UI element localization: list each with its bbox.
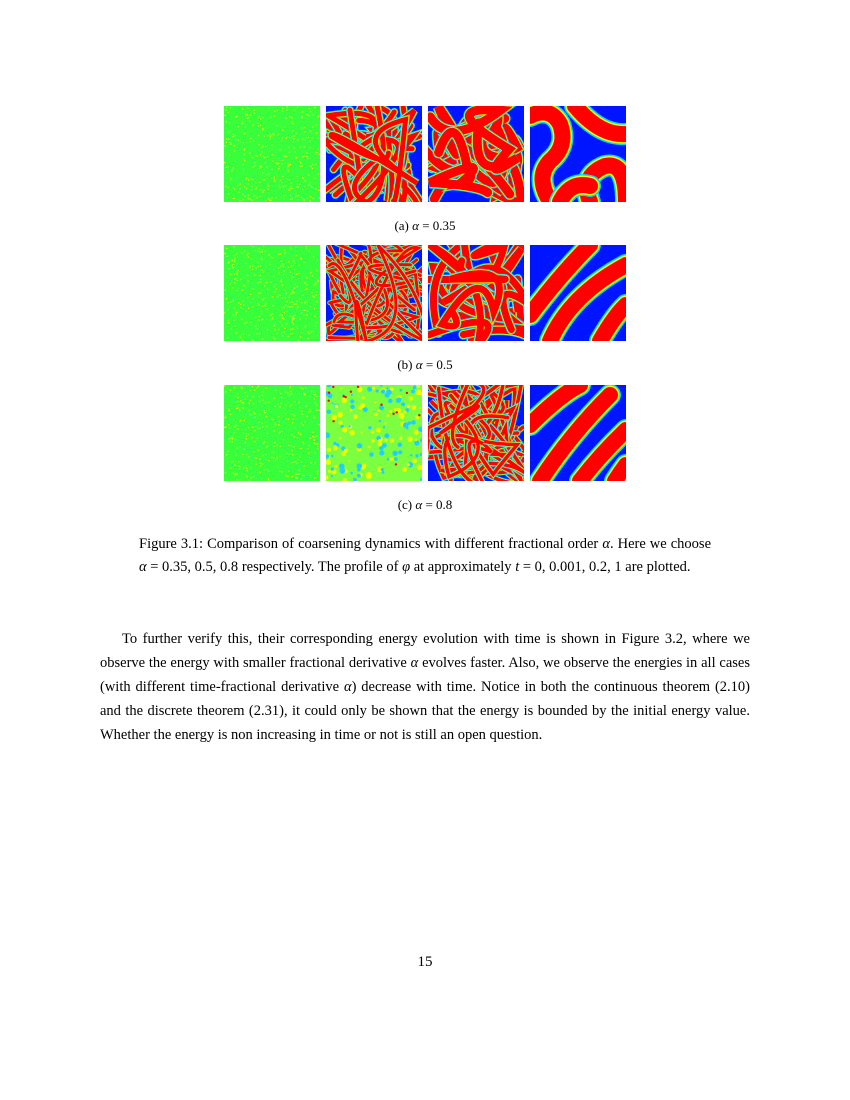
figure-row-b <box>224 245 626 343</box>
caption-eq-values: = 0.35, 0.5, 0.8 <box>150 559 239 575</box>
caption-phi: φ <box>402 559 411 575</box>
caption-t-values: = 0, 0.001, 0.2, 1 <box>522 559 622 575</box>
panel-a-t1 <box>530 106 626 202</box>
caption-alpha: α <box>602 536 610 552</box>
body-alpha-1: α <box>410 655 419 671</box>
panel-b-t02 <box>428 245 524 341</box>
panel-b-t0001 <box>326 245 422 341</box>
panel-c-t02 <box>428 385 524 481</box>
figure-row-a <box>224 106 626 204</box>
subcaption-b-value: 0.5 <box>436 357 453 372</box>
subcaption-a-eq: = <box>422 218 430 233</box>
subcaption-b-eq: = <box>425 357 434 372</box>
panel-c-t0 <box>224 385 320 481</box>
panel-a-t02 <box>428 106 524 202</box>
body-alpha-2: α <box>343 679 352 695</box>
panel-a-t0 <box>224 106 320 202</box>
body-sentence-3: ) decrease with time. Notice in both the continuous theorem (2.10) and the discrete theorem (2.31), it could only be shown that the energy is bounded by the initial energy value. Whether the energy is non increasing in time or not is still an open question. <box>100 679 750 743</box>
caption-part4: at approximately <box>413 559 512 575</box>
body-paragraph <box>100 627 750 747</box>
page-number: 15 <box>417 954 433 970</box>
subcaption-b <box>0 357 850 373</box>
panel-b-t1 <box>530 245 626 341</box>
caption-prefix: Figure 3.1: Comparison of coarsening dynamics with different fractional order <box>139 536 599 552</box>
panel-b-t0 <box>224 245 320 341</box>
figure-caption <box>139 533 711 579</box>
caption-part2: . Here we choose <box>609 536 712 552</box>
figure-row-c <box>224 385 626 483</box>
subcaption-a-value: 0.35 <box>432 218 456 233</box>
subcaption-c-label: (c) <box>397 497 413 512</box>
subcaption-c <box>0 497 850 513</box>
subcaption-c-alpha: α <box>415 497 423 512</box>
subcaption-c-value: 0.8 <box>436 497 453 512</box>
subcaption-a <box>0 218 850 234</box>
subcaption-b-label: (b) <box>397 357 413 372</box>
caption-alpha-2: α <box>139 559 147 575</box>
body-sentence-2: evolves faster. Also, we observe the energies in all cases (with different time-fractional derivative <box>100 655 751 695</box>
subcaption-b-alpha: α <box>415 357 423 372</box>
panel-c-t0001 <box>326 385 422 481</box>
subcaption-a-alpha: α <box>412 218 419 233</box>
subcaption-a-label: (a) <box>394 218 409 233</box>
caption-part5: are plotted. <box>625 559 691 575</box>
caption-t: t <box>515 559 520 575</box>
body-sentence-1: To further verify this, their corresponding energy evolution with time is shown in Figure 3.2, where we observe the energy with smaller fractional derivative <box>100 631 750 671</box>
caption-part3: respectively. The profile of <box>241 559 399 575</box>
panel-a-t0001 <box>326 106 422 202</box>
subcaption-c-eq: = <box>425 497 433 512</box>
panel-c-t1 <box>530 385 626 481</box>
